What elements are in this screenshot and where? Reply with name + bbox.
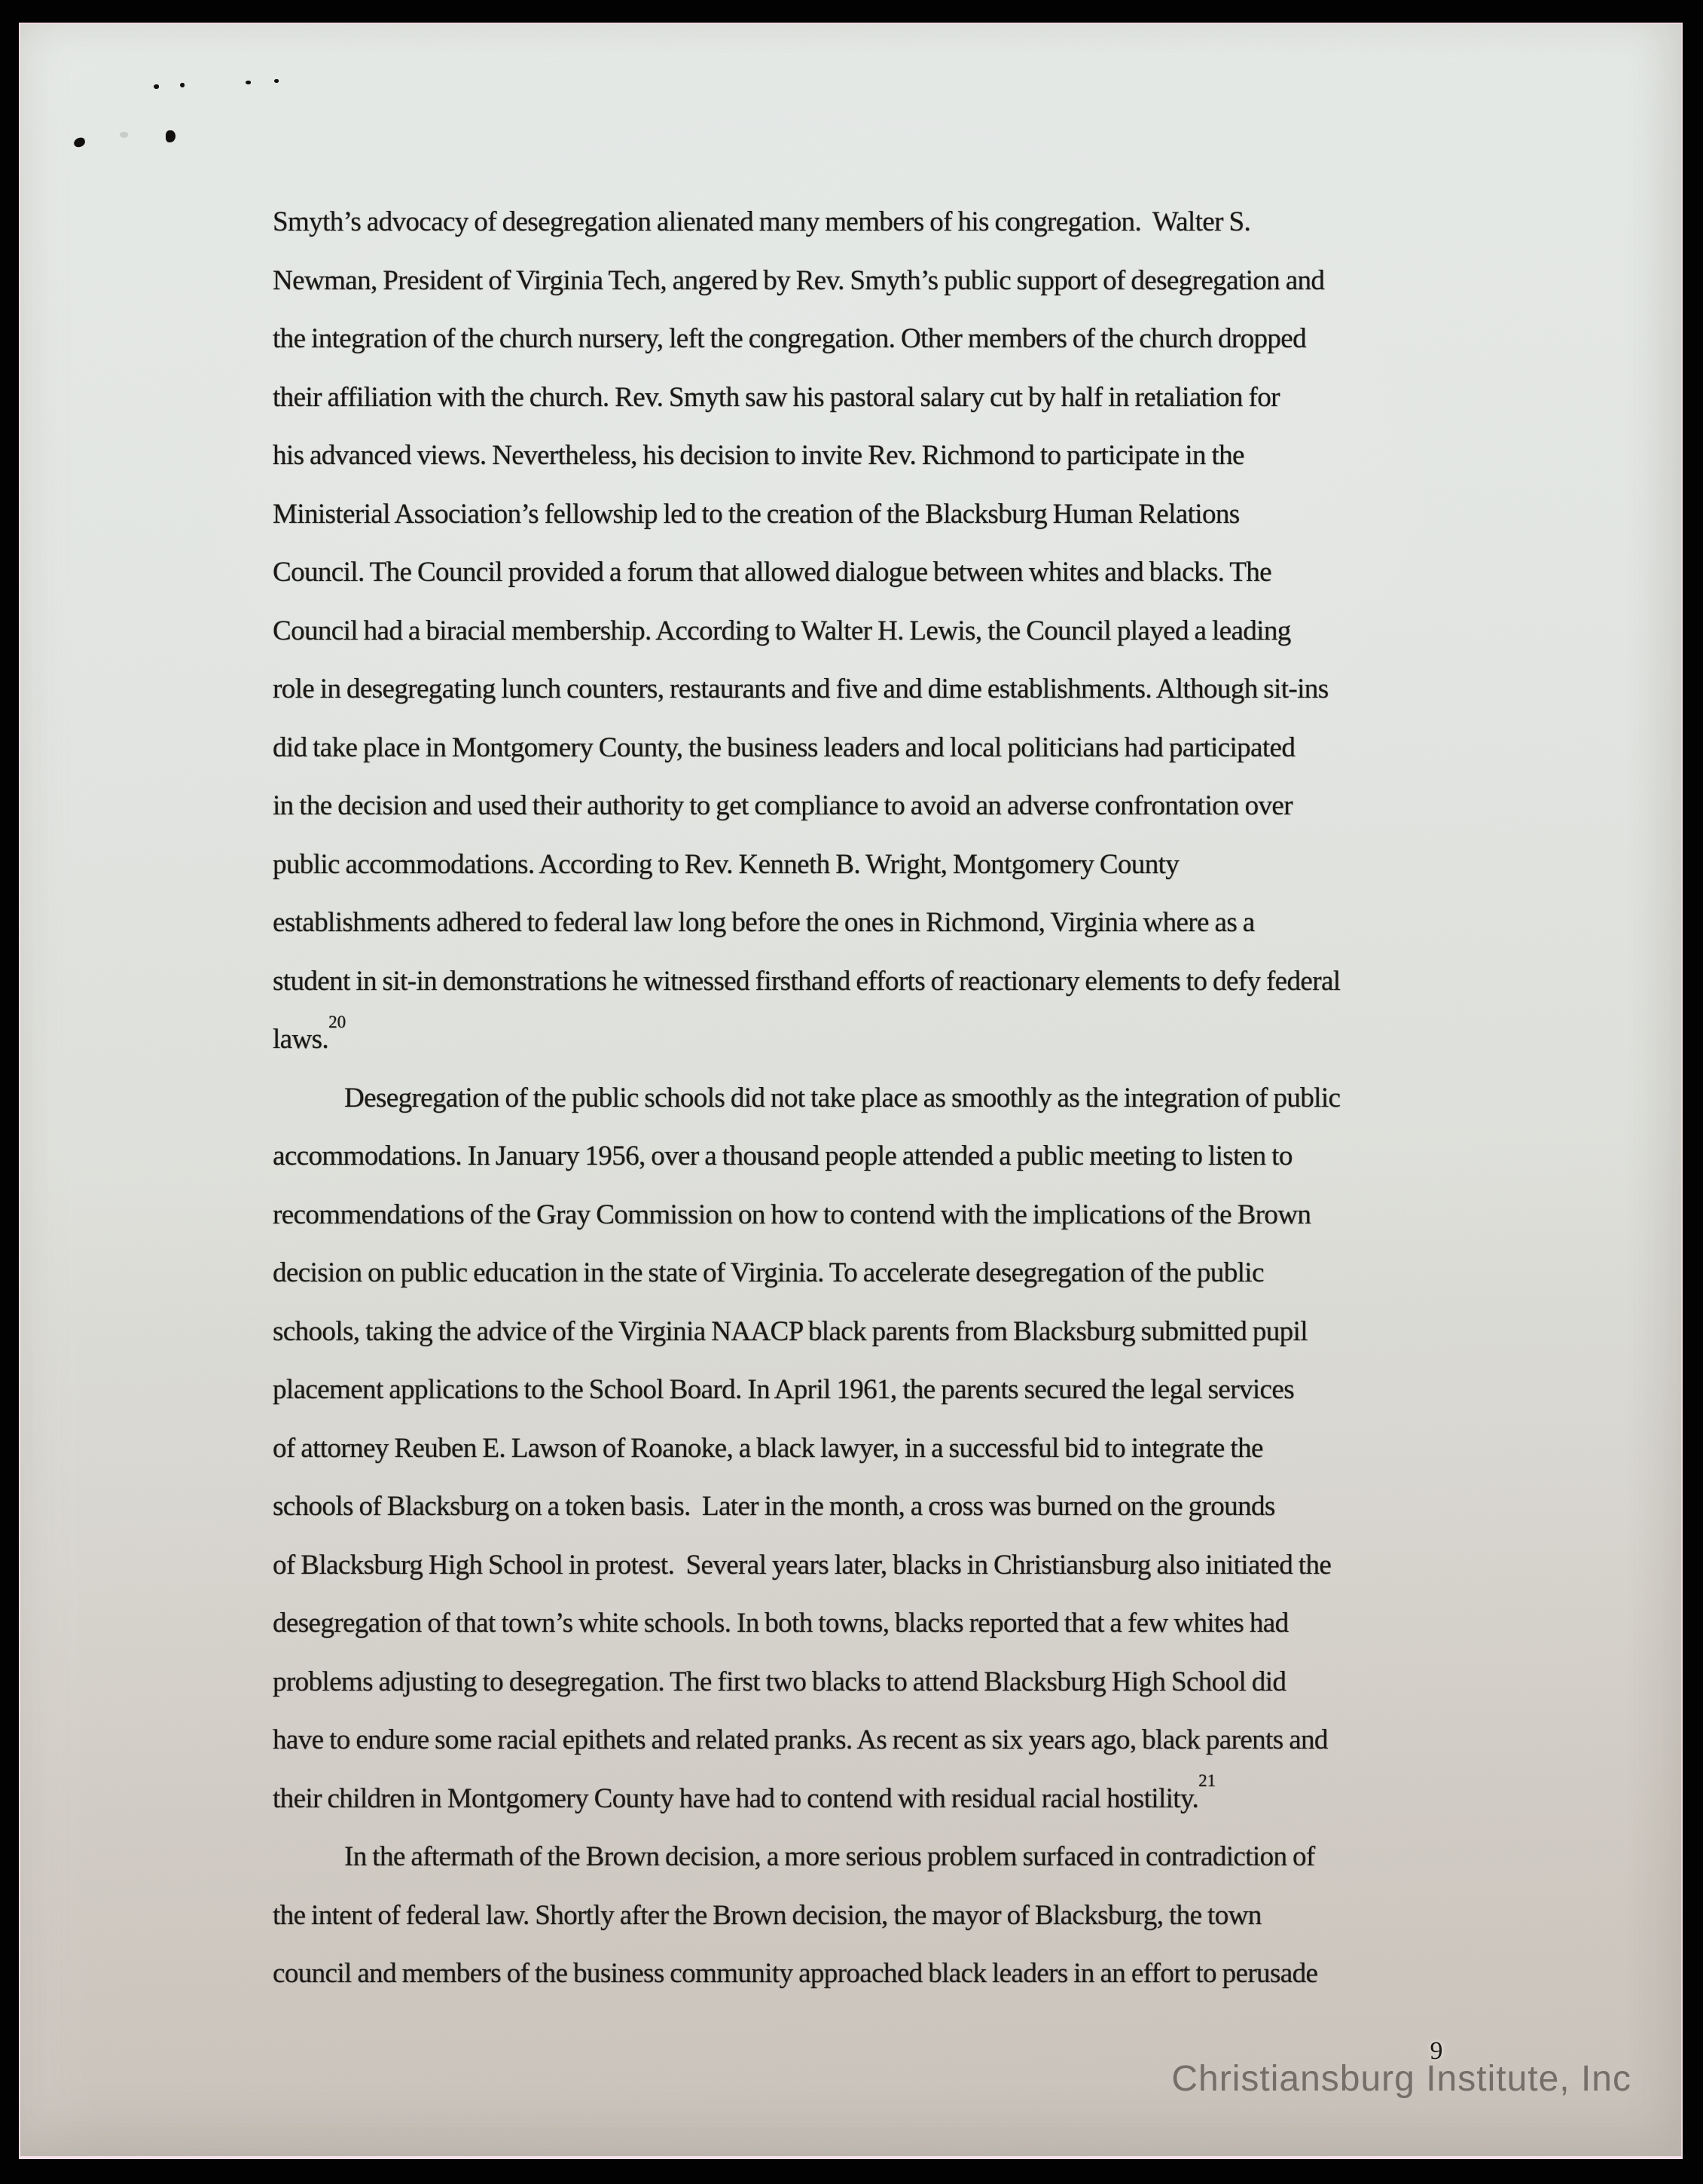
text-line: of attorney Reuben E. Lawson of Roanoke, a black lawyer, in a successful bid to integrate the [273,1432,1263,1464]
ink-blot [166,130,175,142]
text-line: schools of Blacksburg on a token basis. Later in the month, a cross was burned on the grounds [273,1491,1275,1522]
text-line: public accommodations. According to Rev. Kenneth B. Wright, Montgomery County [273,848,1180,880]
ink-speck [246,81,251,84]
text-line: Ministerial Association’s fellowship led to the creation of the Blacksburg Human Relations [273,498,1240,530]
text-line: of Blacksburg High School in protest. Several years later, blacks in Christiansburg also initiated the [273,1549,1332,1581]
ink-speck [274,79,279,83]
text-line: recommendations of the Gray Commission on how to contend with the implications of the Brown [273,1199,1311,1230]
text-line: have to endure some racial epithets and related pranks. As recent as six years ago, black parents and [273,1724,1328,1755]
text-line: placement applications to the School Board. In April 1961, the parents secured the legal services [273,1374,1294,1405]
text-line: Council had a biracial membership. According to Walter H. Lewis, the Council played a leading [273,615,1291,646]
ink-smudge [120,132,128,138]
document-text [273,193,1515,2003]
text-line: the intent of federal law. Shortly after the Brown decision, the mayor of Blacksburg, the town [273,1899,1262,1931]
page-number: 9 [1430,2037,1443,2065]
text-line: In the aftermath of the Brown decision, a more serious problem surfaced in contradiction of [344,1841,1315,1872]
text-line: in the decision and used their authority to get compliance to avoid an adverse confrontation over [273,790,1293,821]
text-line: Newman, President of Virginia Tech, angered by Rev. Smyth’s public support of desegregation and [273,264,1325,296]
text-line: Council. The Council provided a forum that allowed dialogue between whites and blacks. The [273,557,1271,588]
text-line: decision on public education in the state of Virginia. To accelerate desegregation of the public [273,1257,1264,1288]
watermark: Christiansburg Institute, Inc [1171,2059,1631,2099]
ink-speck [154,84,159,89]
text-line: their children in Montgomery County have had to contend with residual racial hostility.$^{21}$ [273,1771,1216,1814]
ink-speck [180,83,185,87]
text-line: Smyth’s advocacy of desegregation alienated many members of his congregation. Walter S. [273,206,1251,237]
text-line: his advanced views. Nevertheless, his decision to invite Rev. Richmond to participate in the [273,440,1244,471]
text-line: Desegregation of the public schools did not take place as smoothly as the integration of public [344,1082,1341,1113]
text-line: problems adjusting to desegregation. The first two blacks to attend Blacksburg High School did [273,1666,1286,1697]
text-line: the integration of the church nursery, left the congregation. Other members of the church dropped [273,323,1306,354]
text-line: role in desegregating lunch counters, restaurants and five and dime establishments. Although sit-ins [273,674,1329,704]
text-line: establishments adhered to federal law long before the ones in Richmond, Virginia where as a [273,907,1255,938]
text-line: council and members of the business community approached black leaders in an effort to perusade [273,1958,1318,1989]
ink-blot [73,137,86,148]
text-line: did take place in Montgomery County, the business leaders and local politicians had participated [273,732,1296,763]
text-line: laws.$^{20}$ [273,1012,346,1055]
text-line: their affiliation with the church. Rev. Smyth saw his pastoral salary cut by half in retaliation for [273,381,1280,413]
text-line: schools, taking the advice of the Virginia NAACP black parents from Blacksburg submitted pupil [273,1315,1308,1347]
text-line: accommodations. In January 1956, over a thousand people attended a public meeting to listen to [273,1141,1293,1171]
footnote-marker: 20 [328,1012,346,1031]
document-page [19,23,1683,2159]
text-line: desegregation of that town’s white schools. In both towns, blacks reported that a few whites had [273,1608,1289,1639]
footnote-marker: 21 [1198,1771,1216,1791]
text-line: student in sit-in demonstrations he witnessed firsthand efforts of reactionary elements to defy federal [273,965,1341,997]
